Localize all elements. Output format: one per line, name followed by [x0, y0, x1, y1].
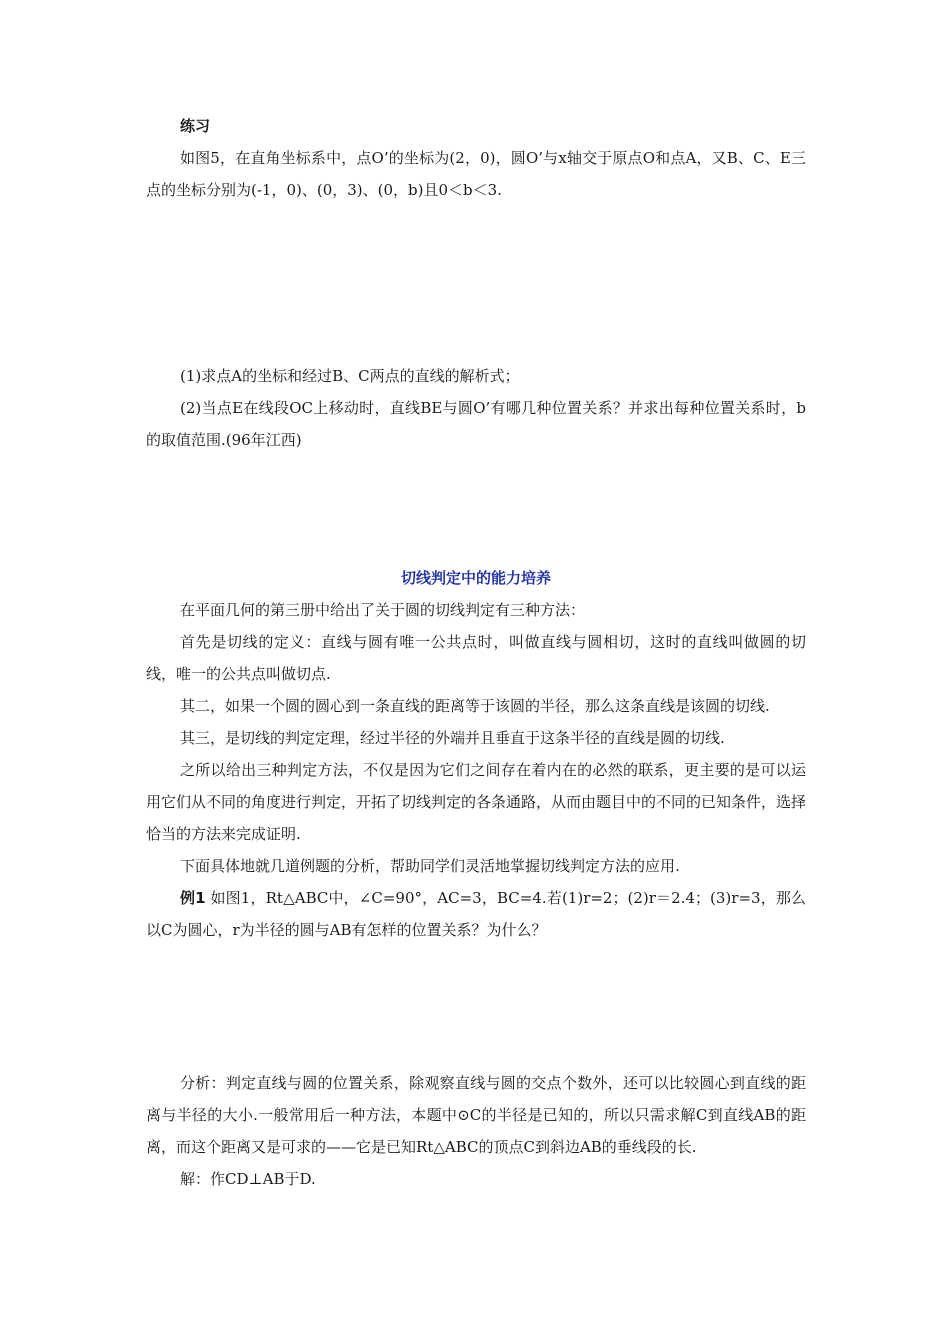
- practice-heading: 练习: [180, 117, 211, 135]
- example-1-analysis: 分析：判定直线与圆的位置关系，除观察直线与圆的交点个数外，还可以比较圆心到直线的距离与半径的大小.一般常用后一种方法，本题中⊙C的半径是已知的，所以只需求解C到直线AB的距离，而这个距离又是可求的——它是已知Rt△ABC的顶点C到斜边AB的垂线段的长.: [146, 1074, 806, 1156]
- practice-question-2: (2)当点E在线段OC上移动时，直线BE与圆O’有哪几种位置关系？并求出每种位置关系时，b的取值范围.(96年江西): [146, 399, 806, 449]
- section-paragraph-1: 在平面几何的第三册中给出了关于圆的切线判定有三种方法：: [180, 601, 586, 619]
- practice-problem: 如图5，在直角坐标系中，点O’的坐标为(2，0)，圆O’与x轴交于原点O和点A，又B、C、E三点的坐标分别为(-1，0)、(0，3)、(0，b)且0＜b＜3.: [146, 149, 806, 199]
- section-paragraph-6: 下面具体地就几道例题的分析，帮助同学们灵活地掌握切线判定方法的应用.: [180, 857, 680, 875]
- section-title: 切线判定中的能力培养: [400, 569, 551, 587]
- example-1-analysis-block: [146, 1067, 806, 1195]
- tangent-section: [146, 562, 806, 946]
- example-1-statement: [146, 882, 806, 946]
- section-paragraph-3: 其二，如果一个圆的圆心到一条直线的距离等于该圆的半径，那么这条直线是该圆的切线.: [180, 697, 770, 715]
- section-paragraph-5: 之所以给出三种判定方法，不仅是因为它们之间存在着内在的必然的联系，更主要的是可以运用它们从不同的角度进行判定，开拓了切线判定的各条通路，从而由题目中的不同的已知条件，选择恰当的方法来完成证明.: [146, 761, 807, 843]
- section-paragraph-2: 首先是切线的定义：直线与圆有唯一公共点时，叫做直线与圆相切，这时的直线叫做圆的切线，唯一的公共点叫做切点.: [146, 633, 806, 683]
- section-paragraph-4: 其三，是切线的判定定理，经过半径的外端并且垂直于这条半径的直线是圆的切线.: [180, 729, 725, 747]
- example-1-label: 例1: [180, 889, 206, 907]
- practice-section: [146, 110, 806, 206]
- practice-question-1: (1)求点A的坐标和经过B、C两点的直线的解析式；: [180, 367, 520, 385]
- example-1-solution: 解：作CD⊥AB于D.: [180, 1170, 316, 1188]
- practice-questions: [146, 360, 806, 456]
- example-1-text: 如图1，Rt△ABC中，∠C=90°，AC=3，BC=4.若(1)r=2；(2)r＝2.4；(3)r=3，那么以C为圆心，r为半径的圆与AB有怎样的位置关系？为什么？: [146, 889, 807, 939]
